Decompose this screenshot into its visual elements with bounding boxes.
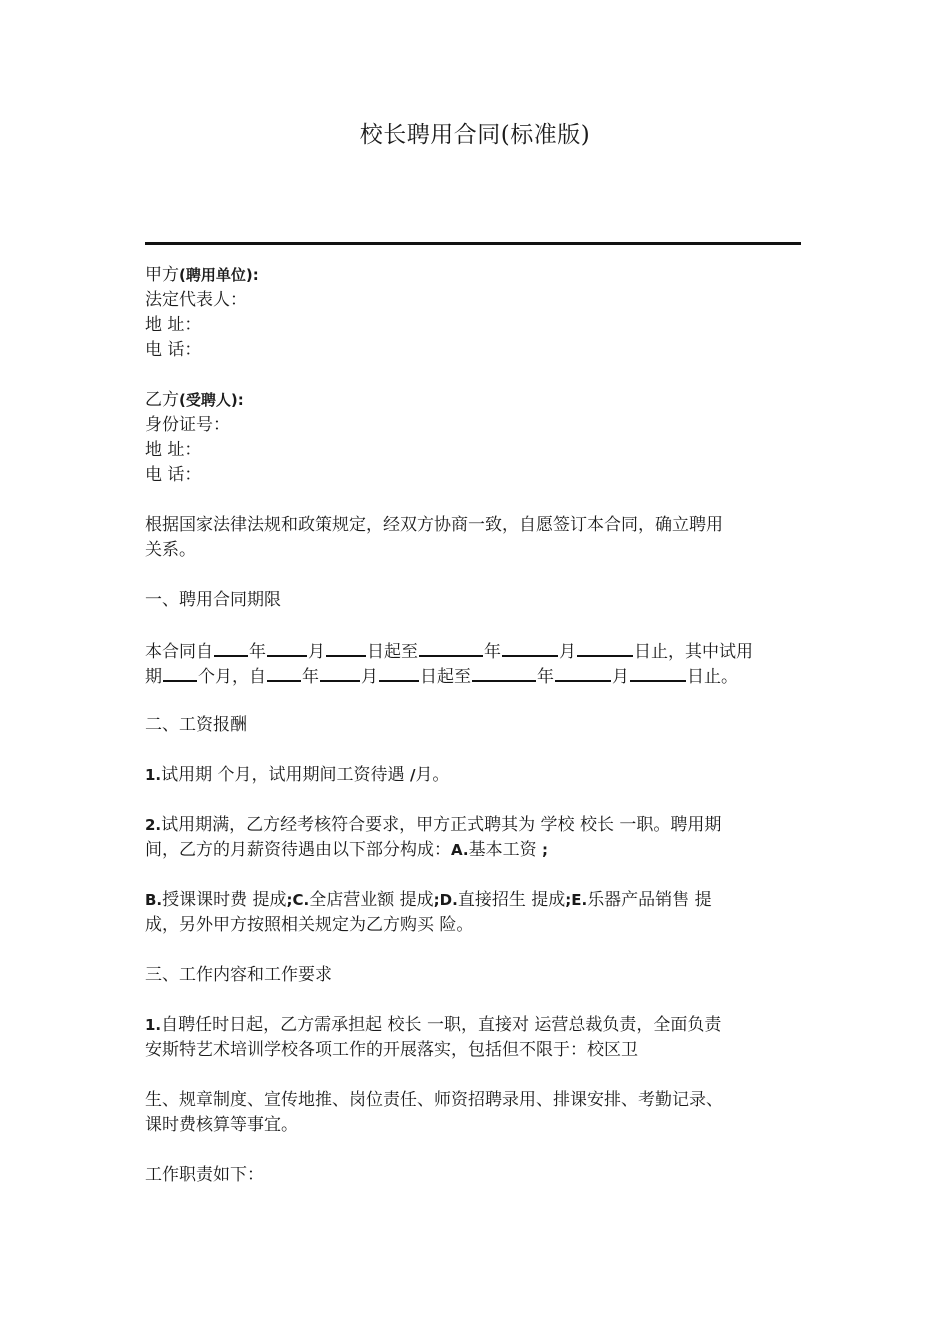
blank-field	[555, 663, 611, 682]
blank-field	[163, 663, 197, 682]
duties-heading: 工作职责如下：	[145, 1165, 264, 1185]
blank-field	[379, 663, 419, 682]
term-line-2	[145, 663, 810, 688]
section-3-title: 三、工作内容和工作要求	[145, 965, 332, 985]
item-text: 试用期 个月，试用期间工资待遇	[161, 765, 410, 785]
blank-field	[267, 663, 301, 682]
item-text: 基本工资	[468, 840, 542, 860]
intro-line-1: 根据国家法律法规和政策规定，经双方协商一致，自愿签订本合同，确立聘用	[145, 515, 723, 535]
term-text: 年	[302, 667, 319, 687]
item-label: ;D.	[433, 891, 458, 909]
term-text: 日止。	[687, 667, 738, 687]
term-text: 个月，自	[198, 667, 266, 687]
duty-item-1-line-2: 安斯特艺术培训学校各项工作的开展落实，包括但不限于：校区卫	[145, 1040, 638, 1060]
item-text: 授课课时费 提成	[162, 890, 287, 910]
term-text: 年	[484, 642, 501, 662]
blank-field	[320, 663, 360, 682]
blank-field	[472, 663, 536, 682]
blank-field	[419, 638, 483, 657]
party-a-address: 地 址：	[145, 315, 202, 335]
item-text: 直接招生 提成	[457, 890, 566, 910]
party-a-role: (聘用单位):	[179, 266, 259, 284]
blank-field	[214, 638, 248, 657]
item-label: B.	[145, 891, 163, 909]
term-text: 月	[612, 667, 629, 687]
blank-field	[502, 638, 558, 657]
duty-scope-line-1: 生、规章制度、宣传地推、岗位责任、师资招聘录用、排课安排、考勤记录、	[145, 1090, 723, 1110]
item-text: 自聘任时日起，乙方需承担起 校长 一职，直接对 运营总裁负责，全面负责	[161, 1015, 722, 1035]
section-1-title: 一、聘用合同期限	[145, 590, 281, 610]
item-label: ;C.	[286, 891, 310, 909]
term-text: 日止，其中试用	[634, 642, 753, 662]
party-a-heading	[145, 263, 810, 288]
document-body	[145, 263, 810, 1188]
item-number: 2.	[145, 816, 162, 834]
party-b-label: 乙方	[145, 390, 179, 410]
item-punct: ;	[542, 841, 548, 859]
term-text: 日起至	[367, 642, 418, 662]
duty-item-1-line-1	[145, 1013, 810, 1038]
term-text: 日起至	[420, 667, 471, 687]
term-text: 月	[361, 667, 378, 687]
salary-components-line-2: 成，另外甲方按照相关规定为乙方购买 险。	[145, 915, 474, 935]
party-b-heading	[145, 388, 810, 413]
party-a-phone: 电 话：	[145, 340, 202, 360]
document-title: 校长聘用合同(标准版)	[359, 122, 591, 148]
item-label: ;E.	[565, 891, 588, 909]
blank-field	[577, 638, 633, 657]
blank-field	[630, 663, 686, 682]
intro-line-2: 关系。	[145, 540, 196, 560]
item-label: A.	[451, 841, 469, 859]
term-text: 年	[249, 642, 266, 662]
term-line-1	[145, 638, 810, 663]
salary-item-1	[145, 763, 810, 788]
salary-item-2-line-1	[145, 813, 810, 838]
term-text: 期	[145, 667, 162, 687]
item-text: 间，乙方的月薪资待遇由以下部分构成：	[145, 840, 451, 860]
salary-components-line-1	[145, 888, 810, 913]
party-a-label: 甲方	[145, 265, 179, 285]
salary-item-2-line-2	[145, 838, 810, 863]
item-text-end: 月。	[415, 765, 450, 785]
item-number: 1.	[145, 766, 162, 784]
party-b-address: 地 址：	[145, 440, 202, 460]
item-text: 试用期满，乙方经考核符合要求，甲方正式聘其为 学校 校长 一职。聘用期	[161, 815, 722, 835]
item-number: 1.	[145, 1016, 162, 1034]
term-text: 月	[559, 642, 576, 662]
term-text: 本合同自	[145, 642, 213, 662]
duty-scope-line-2: 课时费核算等事宜。	[145, 1115, 298, 1135]
title-divider	[145, 242, 801, 245]
blank-field	[326, 638, 366, 657]
party-a-rep: 法定代表人：	[145, 290, 247, 310]
section-2-title: 二、工资报酬	[145, 715, 247, 735]
party-b-id: 身份证号：	[145, 415, 230, 435]
item-slash: /	[409, 766, 416, 784]
item-text: 乐器产品销售 提	[587, 890, 712, 910]
party-b-role: (受聘人):	[179, 391, 244, 409]
term-text: 年	[537, 667, 554, 687]
term-text: 月	[308, 642, 325, 662]
blank-field	[267, 638, 307, 657]
item-text: 全店营业额 提成	[309, 890, 434, 910]
party-b-phone: 电 话：	[145, 465, 202, 485]
